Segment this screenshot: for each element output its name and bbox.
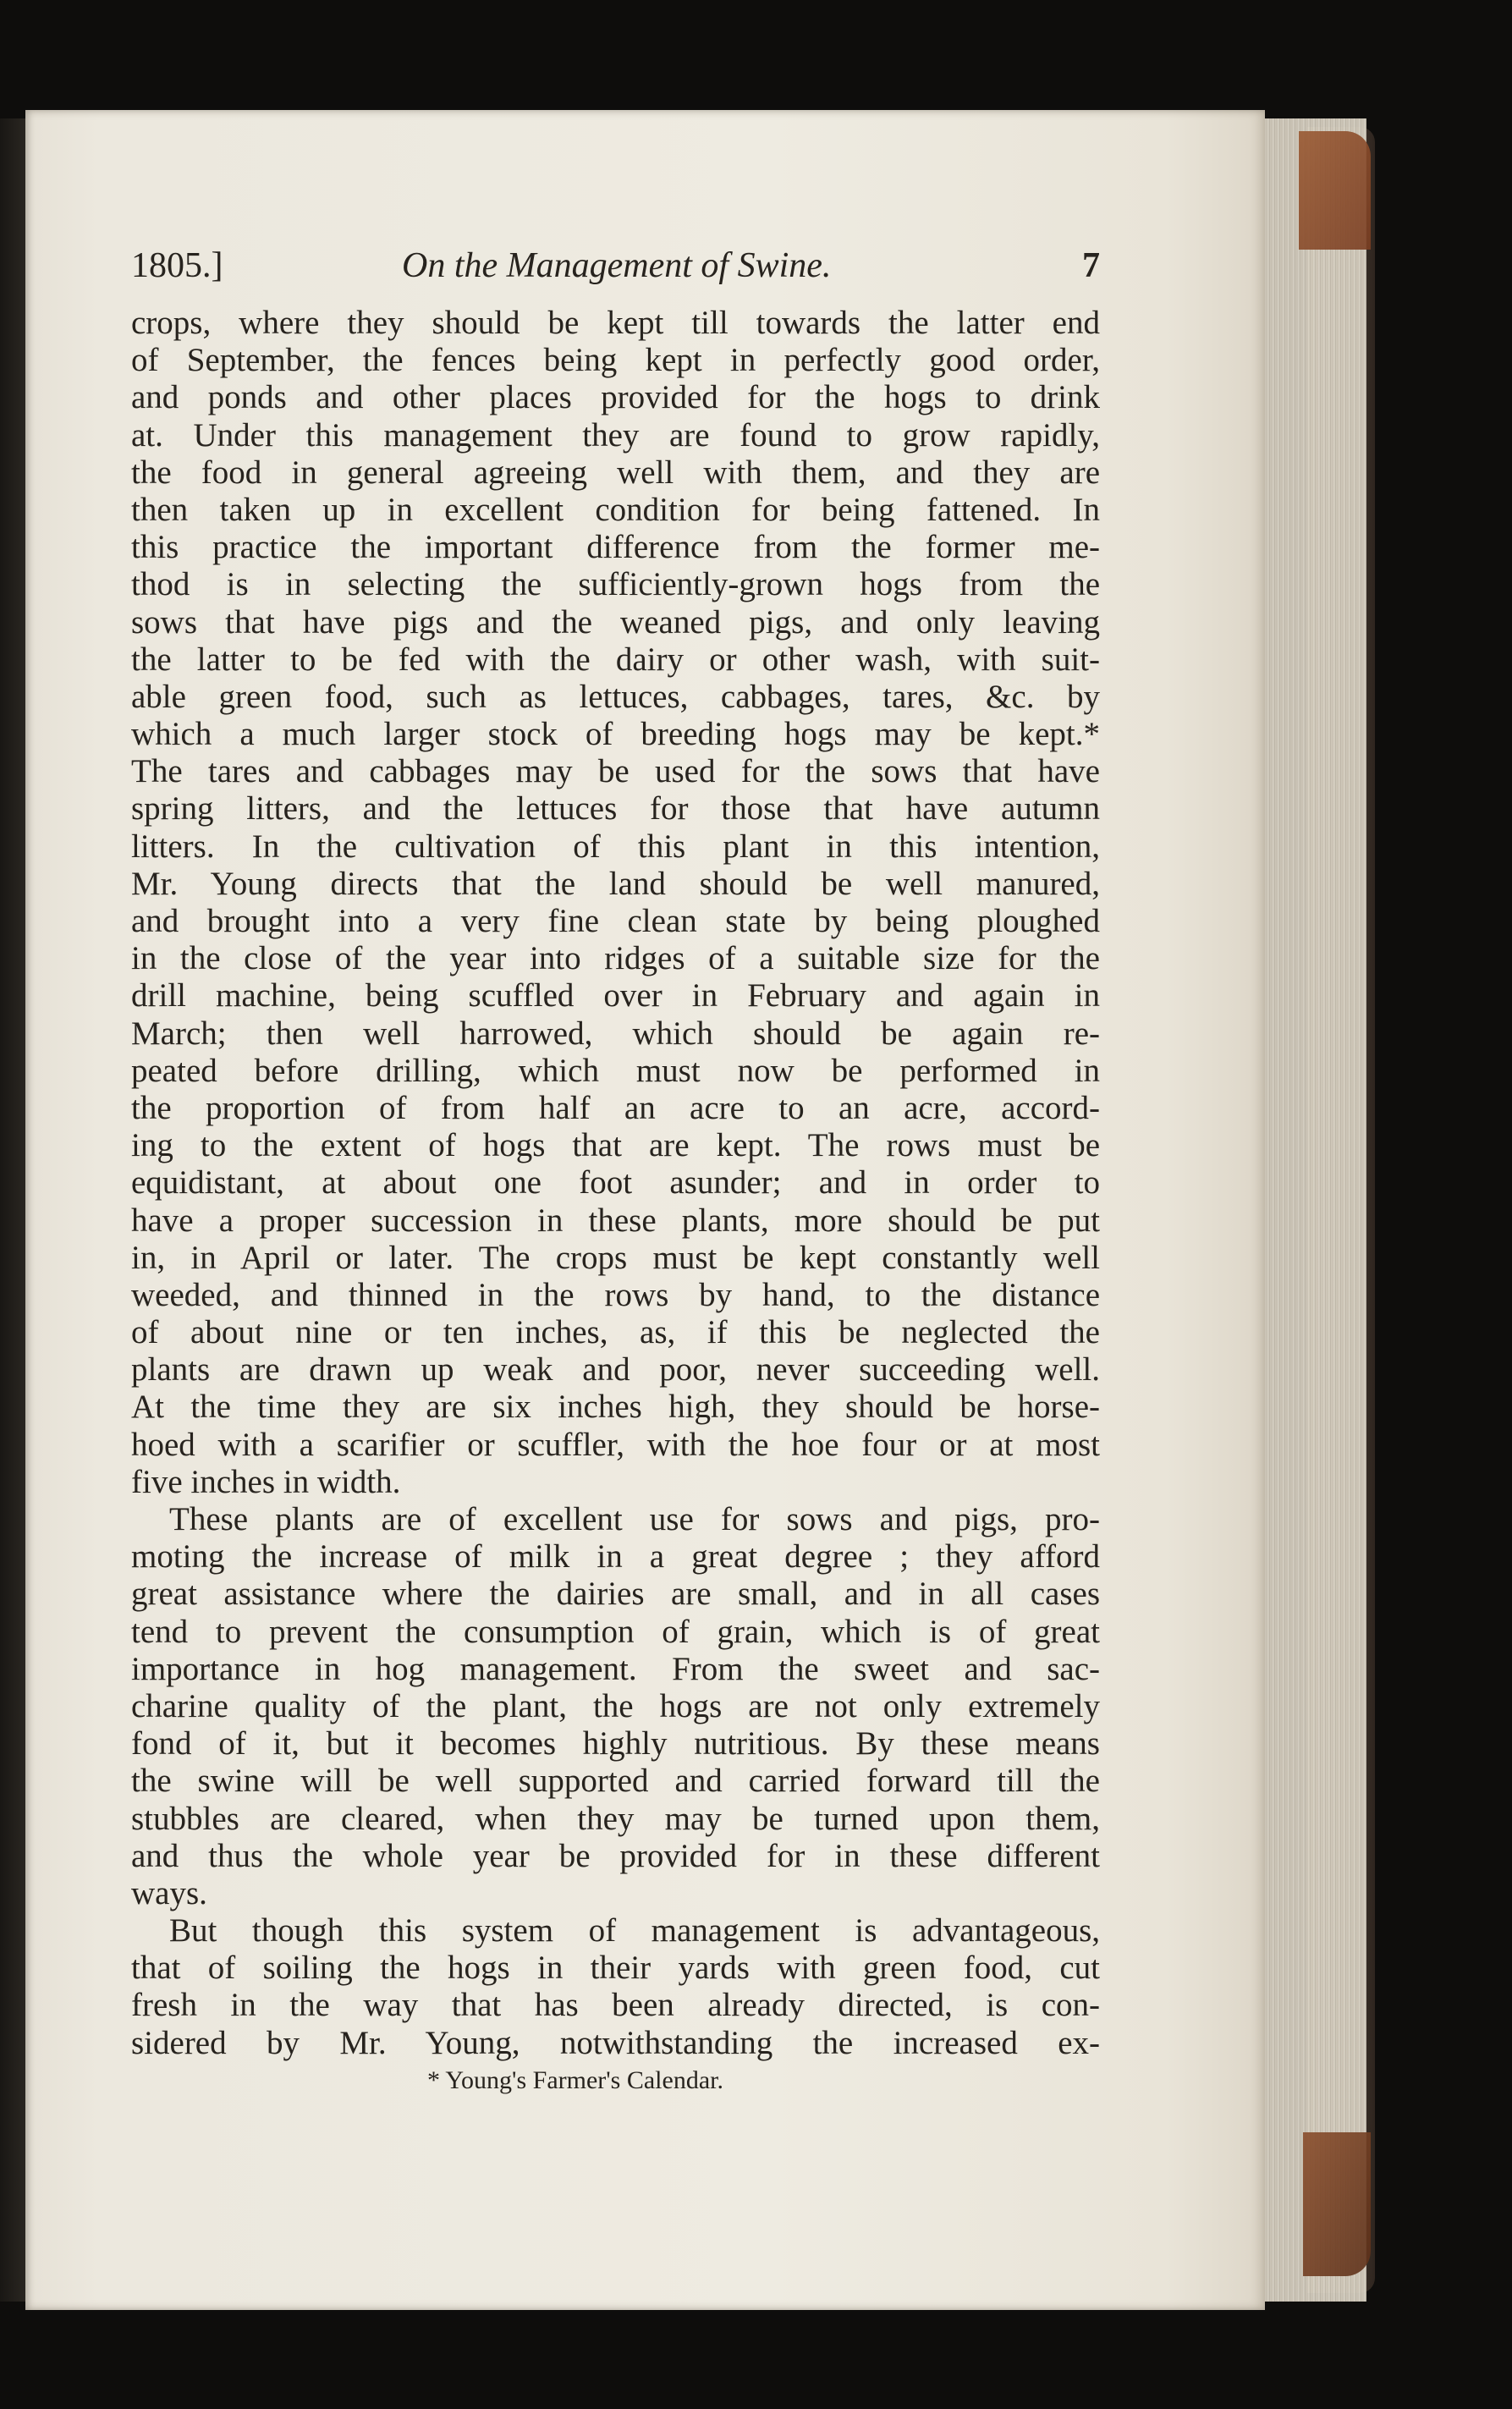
page-text [131, 245, 1100, 2098]
page-number: 7 [1082, 246, 1100, 285]
text-line: great assistance where the dairies are small, and in all cases [131, 1576, 1100, 1613]
text-line: of September, the fences being kept in perfectly good order, [131, 342, 1100, 379]
text-line: These plants are of excellent use for sows and pigs, pro- [169, 1501, 1100, 1537]
text-line: that of soiling the hogs in their yards with green food, cut [131, 1950, 1100, 1987]
text-line: importance in hog management. From the sweet and sac- [131, 1650, 1100, 1687]
text-line: this practice the important difference from the former me- [131, 529, 1100, 566]
text-line: March; then well harrowed, which should be again re- [131, 1015, 1100, 1052]
running-title: On the Management of Swine. [402, 246, 832, 285]
text-line: and ponds and other places provided for the hogs to drink [131, 379, 1100, 416]
text-line: equidistant, at about one foot asunder; and in order to [131, 1164, 1100, 1202]
page-year: 1805.] [131, 246, 223, 285]
text-line: sidered by Mr. Young, notwithstanding the increased ex- [131, 2024, 1100, 2061]
cover-corner-top [1299, 131, 1371, 250]
text-line: At the time they are six inches high, they should be horse- [131, 1389, 1100, 1426]
text-line: the proportion of from half an acre to an acre, accord- [131, 1089, 1100, 1126]
text-line: the food in general agreeing well with them, and they are [131, 454, 1100, 491]
text-line: spring litters, and the lettuces for those that have autumn [131, 790, 1100, 828]
text-line: crops, where they should be kept till towards the latter end [131, 305, 1100, 341]
text-line: then taken up in excellent condition for being fattened. In [131, 491, 1100, 528]
footnote: * Young's Farmer's Calendar. [427, 2065, 723, 2094]
text-line: at. Under this management they are found to grow rapidly, [131, 416, 1100, 454]
text-line: drill machine, being scuffled over in February and again in [131, 977, 1100, 1015]
text-line: litters. In the cultivation of this plant in this intention, [131, 828, 1100, 865]
text-line: tend to prevent the consumption of grain, which is of great [131, 1613, 1100, 1650]
cover-corner-bottom [1303, 2132, 1371, 2276]
text-line: and brought into a very fine clean state by being ploughed [131, 903, 1100, 939]
text-line: hoed with a scarifier or scuffler, with the hoe four or at most [131, 1426, 1100, 1463]
text-line: the swine will be well supported and carried forward till the [131, 1763, 1100, 1800]
text-line: The tares and cabbages may be used for the sows that have [131, 753, 1100, 790]
text-line: fond of it, but it becomes highly nutritious. By these means [131, 1725, 1100, 1763]
text-line: ing to the extent of hogs that are kept. The rows must be [131, 1127, 1100, 1164]
text-line: in the close of the year into ridges of a suitable size for the [131, 940, 1100, 977]
text-line: plants are drawn up weak and poor, never succeeding well. [131, 1351, 1100, 1389]
text-line: peated before drilling, which must now be performed in [131, 1052, 1100, 1089]
text-line: fresh in the way that has been already directed, is con- [131, 1987, 1100, 2024]
text-line: But though this system of management is advantageous, [169, 1912, 1100, 1950]
text-line: of about nine or ten inches, as, if this be neglected the [131, 1314, 1100, 1351]
text-line: have a proper succession in these plants, more should be put [131, 1202, 1100, 1239]
text-line: charine quality of the plant, the hogs are not only extremely [131, 1687, 1100, 1724]
text-line: Mr. Young directs that the land should be well manured, [131, 865, 1100, 902]
text-line: five inches in width. [131, 1463, 401, 1500]
text-line: the latter to be fed with the dairy or other wash, with suit- [131, 641, 1100, 678]
running-head [131, 245, 1100, 305]
text-line: which a much larger stock of breeding hogs may be kept.* [131, 716, 1100, 753]
text-line: and thus the whole year be provided for in these different [131, 1837, 1100, 1874]
page-stack-edge [1265, 118, 1366, 2302]
body-text [131, 305, 1100, 2062]
text-line: moting the increase of milk in a great degree ; they afford [131, 1538, 1100, 1576]
text-line: thod is in selecting the sufficiently-grown hogs from the [131, 566, 1100, 603]
previous-page-edge [0, 118, 25, 2302]
text-line: in, in April or later. The crops must be kept constantly well [131, 1239, 1100, 1276]
text-line: stubbles are cleared, when they may be turned upon them, [131, 1800, 1100, 1837]
text-line: able green food, such as lettuces, cabbages, tares, &c. by [131, 678, 1100, 715]
text-line: sows that have pigs and the weaned pigs, and only leaving [131, 603, 1100, 641]
text-line: ways. [131, 1874, 207, 1911]
text-line: weeded, and thinned in the rows by hand, to the distance [131, 1276, 1100, 1313]
